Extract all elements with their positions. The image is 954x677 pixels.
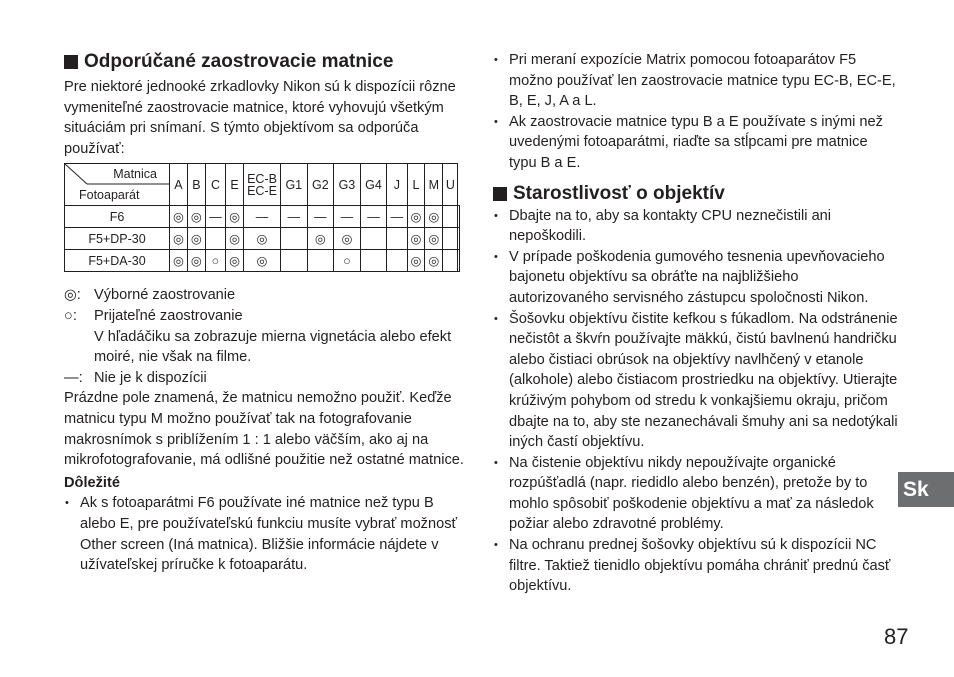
intro-paragraph: Pre niektoré jednooké zrkadlovky Nikon sú k dispozícii rôzne vymeniteľné zaostrovacie matnice, ktoré vyhovujú všetkým situáciám pri snímaní. S týmto objektívom sa odporúča používať: [64, 79, 456, 157]
list-item: • Ak zaostrovacie matnice typu B a E používate s inými než uvedenými fotoaparátmi, riaďte sa stĺpcami pre matnice typu B a E. [493, 112, 898, 174]
column-header: E [226, 164, 244, 206]
column-header: J [387, 164, 407, 206]
table-cell: ◎ [187, 228, 205, 250]
corner-label-camera: Fotoaparát [79, 188, 140, 203]
table-cell [205, 228, 225, 250]
table-cell [443, 228, 458, 250]
column-header: A [170, 164, 188, 206]
table-cell: ◎ [187, 250, 205, 272]
table-cell: — [387, 206, 407, 228]
list-item: • Na čistenie objektívu nikdy nepoužívajte organické rozpúšťadlá (napr. riedidlo alebo benzén), pretože by to mohlo spôsobiť poškodenie objektívu a mať za následok požiar alebo zdravotné problémy. [493, 453, 898, 535]
section-heading-lens-care: Starostlivosť o objektív [493, 182, 898, 206]
column-header: M [425, 164, 443, 206]
table-cell: ○ [205, 250, 225, 272]
table-cell: ◎ [425, 250, 443, 272]
table-cell: — [205, 206, 225, 228]
list-item: • Šošovku objektívu čistite kefkou s fúkadlom. Na odstránenie nečistôt a škvŕn používajte mäkkú, čistú bavlnenú handričku alebo čistiaci obrúsok na objektívy navlhčený v etanole (alkohole) alebo čistiacom prostriedku na objektívy. Utierajte krúživým pohybom od stredu k vonkajšiemu okraju, pričom dbajte na to, aby ste nezanechávali šmuhy ani sa nedotýkali iných častí objektívu. [493, 309, 898, 453]
table-cell: ◎ [226, 228, 244, 250]
column-header: G3 [334, 164, 361, 206]
table-cell [458, 206, 460, 228]
table-cell [281, 250, 308, 272]
legend-acceptable: ○: Prijateľné zaostrovanie [64, 306, 464, 327]
table-cell: ◎ [407, 250, 425, 272]
square-bullet-icon [493, 187, 507, 201]
list-item: • Ak s fotoaparátmi F6 používate iné matnice než typu B alebo E, pre používateľskú funkciu musíte vybrať možnosť Other screen (Iná matnica). Bližšie informácie nájdete v užívateľskej príručke k fotoaparátu. [64, 493, 464, 575]
table-cell [443, 206, 458, 228]
table-cell [360, 228, 387, 250]
column-header: EC-B EC-E [244, 164, 281, 206]
column-header: G2 [307, 164, 334, 206]
column-header: L [407, 164, 425, 206]
table-cell [360, 250, 387, 272]
column-header: G4 [360, 164, 387, 206]
table-cell: — [244, 206, 281, 228]
table-cell: ◎ [244, 250, 281, 272]
table-cell [387, 228, 407, 250]
table-cell: ◎ [187, 206, 205, 228]
square-bullet-icon [64, 55, 78, 69]
table-row [65, 228, 460, 250]
table-cell: ◎ [170, 250, 188, 272]
circle-icon: ○: [64, 307, 77, 324]
table-corner-cell [65, 164, 170, 206]
corner-label-screen: Matnica [113, 167, 157, 182]
legend-acceptable-note: V hľadáčiku sa zobrazuje mierna vignetácia alebo efekt moiré, nie však na filme. [94, 328, 452, 366]
table-cell: ◎ [407, 228, 425, 250]
row-camera-name: F5+DP-30 [65, 228, 170, 250]
important-label: Dôležité [64, 474, 120, 491]
list-item: • Dbajte na to, aby sa kontakty CPU neznečistili ani nepoškodili. [493, 206, 898, 247]
column-header: U [443, 164, 458, 206]
matrix-notes-list [493, 50, 898, 174]
table-cell [458, 250, 460, 272]
left-column [64, 50, 464, 576]
table-row [65, 250, 460, 272]
table-cell: ◎ [334, 228, 361, 250]
table-cell [443, 250, 458, 272]
care-list [493, 206, 898, 597]
dash-icon: —: [64, 369, 83, 386]
legend-excellent: ◎: Výborné zaostrovanie [64, 285, 464, 306]
table-row [65, 206, 460, 228]
table-cell: ◎ [425, 228, 443, 250]
important-list [64, 493, 464, 575]
table-cell: — [307, 206, 334, 228]
row-camera-name: F5+DA-30 [65, 250, 170, 272]
row-camera-name: F6 [65, 206, 170, 228]
section-heading-focusing-screens: Odporúčané zaostrovacie matnice [64, 50, 464, 74]
table-cell: ◎ [226, 206, 244, 228]
table-cell: ◎ [244, 228, 281, 250]
double-circle-icon: ◎: [64, 287, 81, 304]
table-cell [458, 228, 460, 250]
table-cell: ◎ [407, 206, 425, 228]
column-header: B [187, 164, 205, 206]
column-header: C [205, 164, 225, 206]
right-column [493, 50, 898, 597]
table-cell [307, 250, 334, 272]
table-cell: — [281, 206, 308, 228]
table-legend [64, 285, 464, 388]
table-cell [387, 250, 407, 272]
table-cell: ○ [334, 250, 361, 272]
table-cell: ◎ [170, 206, 188, 228]
table-cell [281, 228, 308, 250]
table-cell: ◎ [226, 250, 244, 272]
focusing-screen-table [64, 163, 460, 272]
table-cell: — [334, 206, 361, 228]
blank-field-note: Prázdne pole znamená, že matnicu nemožno použiť. Keďže matnicu typu M možno používať tak na fotografovanie makrosnímok s priblížením 1 : 1 alebo väčším, ako aj na mikrofotografovanie, má odlišné použitie než ostatné matnice. [64, 390, 464, 469]
list-item: • V prípade poškodenia gumového tesnenia upevňovacieho bajonetu objektívu sa obráťte na najbližšieho autorizovaného servisného zástupcu spoločnosti Nikon. [493, 247, 898, 309]
list-item: • Na ochranu prednej šošovky objektívu sú k dispozícii NC filtre. Taktiež tienidlo objektívu pomáha chrániť prednú časť objektívu. [493, 535, 898, 597]
legend-not-available: —: Nie je k dispozícii [64, 368, 464, 389]
page-number: 87 [884, 624, 909, 649]
table-cell: ◎ [425, 206, 443, 228]
table-cell: — [360, 206, 387, 228]
table-header-row [65, 164, 460, 206]
list-item: • Pri meraní expozície Matrix pomocou fotoaparátov F5 možno používať len zaostrovacie matnice typu EC-B, EC-E, B, E, J, A a L. [493, 50, 898, 112]
column-header: G1 [281, 164, 308, 206]
language-tab: Sk [898, 472, 954, 507]
table-cell: ◎ [170, 228, 188, 250]
table-cell: ◎ [307, 228, 334, 250]
